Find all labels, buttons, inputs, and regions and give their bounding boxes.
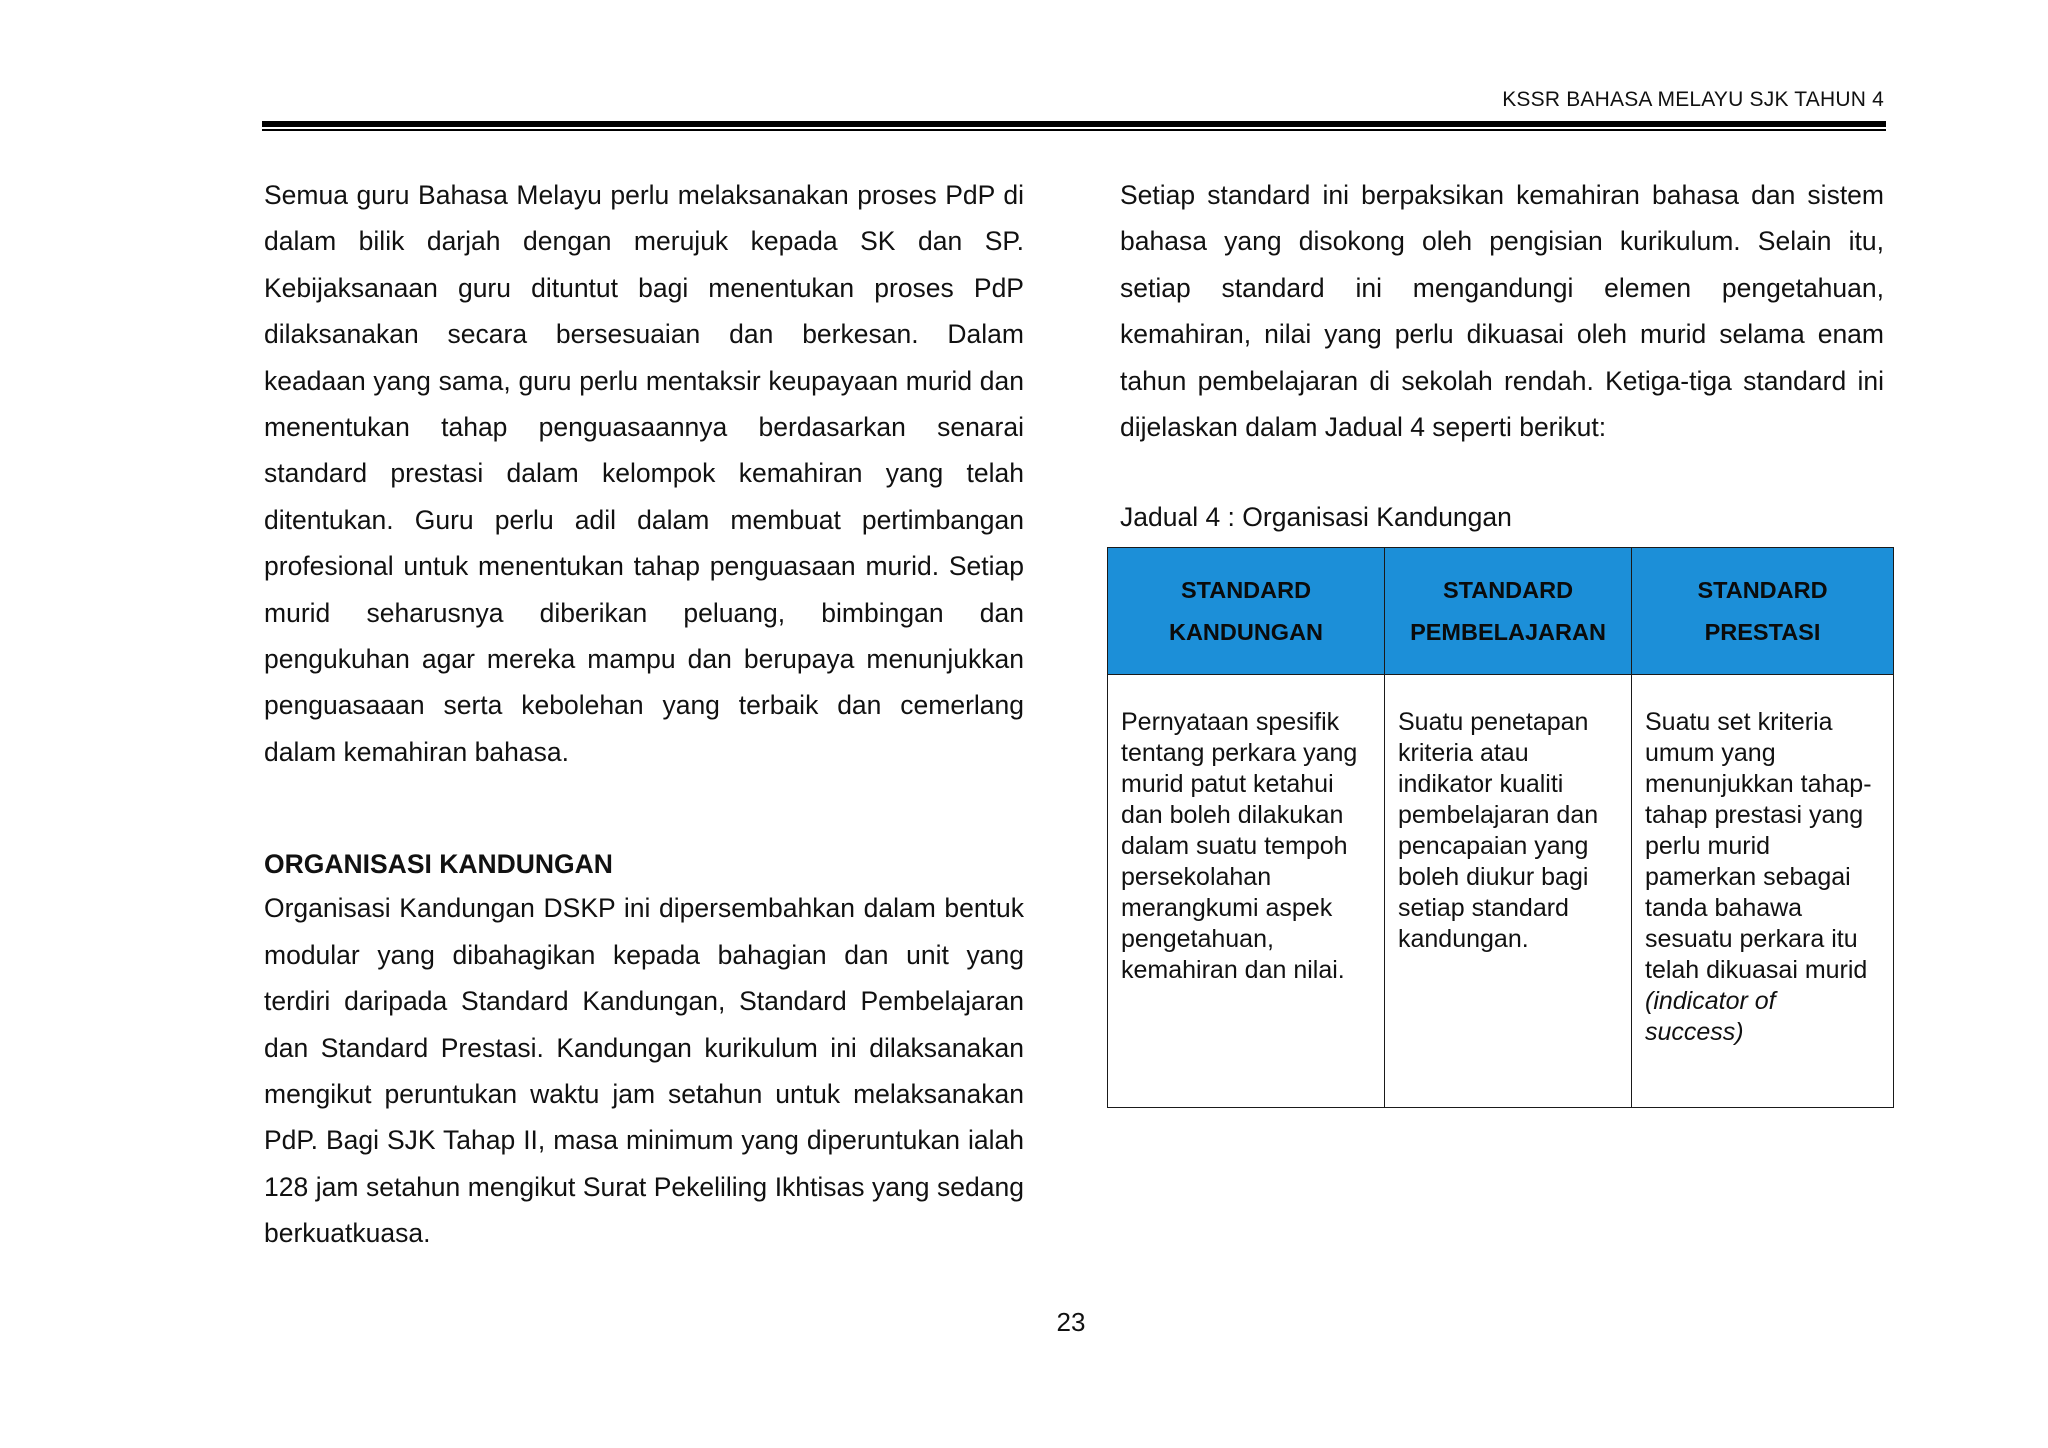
section-paragraph: Organisasi Kandungan DSKP ini dipersembahkan dalam bentuk modular yang dibahagikan kepada bahagian dan unit yang terdiri daripada Standard Kandungan, Standard Pembelajaran dan Standard Prestasi. Kandungan kurikulum ini dilaksanakan mengikut peruntukan waktu jam setahun untuk melaksanakan PdP. Bagi SJK Tahap II, masa minimum yang diperuntukan ialah 128 jam setahun mengikut Surat Pekeliling Ikhtisas yang sedang berkuatkuasa. <box>264 893 1024 1249</box>
header-line: STANDARD <box>1442 577 1574 603</box>
prestasi-text: Suatu set kriteria umum yang menunjukkan tahap-tahap prestasi yang perlu murid pamerkan sebagai tanda bahawa sesuatu perkara itu telah dikuasai murid <box>1645 708 1872 984</box>
right-column <box>1120 172 1884 450</box>
header-standard-pembelajaran <box>1385 548 1632 675</box>
header-line: STANDARD <box>1697 577 1828 603</box>
header-line: STANDARD <box>1180 577 1312 603</box>
header-line: PRESTASI <box>1704 619 1821 645</box>
table-header-row <box>1108 548 1894 675</box>
prestasi-note: (indicator of success) <box>1645 987 1776 1046</box>
table-caption: Jadual 4 : Organisasi Kandungan <box>1120 502 1512 532</box>
header-line: PEMBELAJARAN <box>1410 619 1606 645</box>
page-number: 23 <box>1056 1307 1086 1337</box>
section-heading: ORGANISASI KANDUNGAN <box>264 849 613 880</box>
running-header: KSSR BAHASA MELAYU SJK TAHUN 4 <box>1502 88 1884 111</box>
cell-prestasi <box>1632 675 1894 1108</box>
right-paragraph: Setiap standard ini berpaksikan kemahiran bahasa dan sistem bahasa yang disokong oleh pengisian kurikulum. Selain itu, setiap standard ini mengandungi elemen pengetahuan, kemahiran, nilai yang perlu dikuasai oleh murid selama enam tahun pembelajaran di sekolah rendah. Ketiga-tiga standard ini dijelaskan dalam Jadual 4 seperti berikut: <box>1120 180 1884 443</box>
intro-paragraph: Semua guru Bahasa Melayu perlu melaksanakan proses PdP di dalam bilik darjah dengan merujuk kepada SK dan SP. Kebijaksanaan guru dituntut bagi menentukan proses PdP dilaksanakan secara bersesuaian dan berkesan. Dalam keadaan yang sama, guru perlu mentaksir keupayaan murid dan menentukan tahap penguasaannya berdasarkan senarai standard prestasi dalam kelompok kemahiran yang telah ditentukan. Guru perlu adil dalam membuat pertimbangan profesional untuk menentukan tahap penguasaan murid. Setiap murid seharusnya diberikan peluang, bimbingan dan pengukuhan agar mereka mampu dan berupaya menunjukkan penguasaaan serta kebolehan yang terbaik dan cemerlang dalam kemahiran bahasa. <box>264 180 1024 767</box>
header-standard-kandungan <box>1108 548 1385 675</box>
cell-pembelajaran: Suatu penetapan kriteria atau indikator kualiti pembelajaran dan pencapaian yang boleh diukur bagi setiap standard kandungan. <box>1385 675 1632 1108</box>
header-rule-thick <box>262 121 1886 127</box>
header-rule-thin <box>262 129 1886 131</box>
cell-kandungan: Pernyataan spesifik tentang perkara yang murid patut ketahui dan boleh dilakukan dalam suatu tempoh persekolahan merangkumi aspek pengetahuan, kemahiran dan nilai. <box>1108 675 1385 1108</box>
table-row <box>1108 675 1894 1108</box>
content-organization-table <box>1107 547 1894 1108</box>
left-column <box>264 172 1024 1257</box>
header-standard-prestasi <box>1632 548 1894 675</box>
header-line: KANDUNGAN <box>1168 619 1324 645</box>
